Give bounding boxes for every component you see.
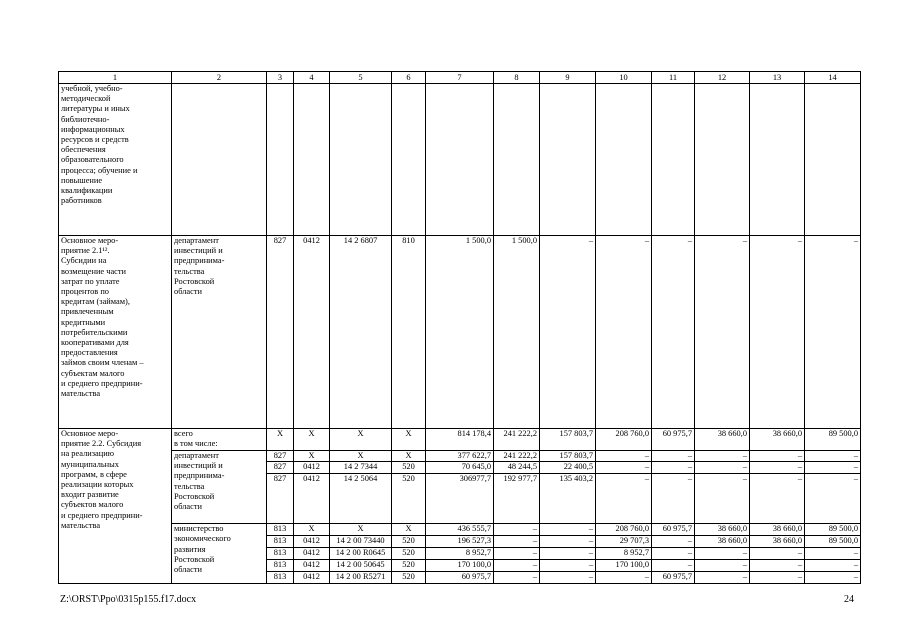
executor-name: департамент инвестиций и предпринима- тельства Ростовской области (172, 236, 267, 429)
table-cell: 0412 (294, 572, 330, 584)
table-cell: 813 (267, 524, 294, 536)
table-row (59, 84, 861, 236)
budget-table (58, 71, 861, 584)
table-cell: 14 2 00 50645 (330, 560, 392, 572)
table-row (59, 451, 861, 462)
table-cell: 0412 (294, 560, 330, 572)
column-header: 8 (494, 72, 540, 84)
column-header: 1 (59, 72, 172, 84)
empty-cell (596, 84, 652, 236)
table-cell: – (596, 236, 652, 429)
table-cell: 8 952,7 (426, 548, 494, 560)
table-cell: 38 660,0 (695, 429, 750, 451)
table-cell: – (540, 572, 596, 584)
table-cell: 0412 (294, 536, 330, 548)
table-cell: 813 (267, 548, 294, 560)
table-cell: 241 222,2 (494, 451, 540, 462)
table-cell: 1 500,0 (426, 236, 494, 429)
table-cell: – (652, 462, 695, 474)
table-cell: – (695, 548, 750, 560)
table-cell: 60 975,7 (426, 572, 494, 584)
table-cell: 14 2 00 R0645 (330, 548, 392, 560)
table-cell: – (695, 572, 750, 584)
table-cell: 827 (267, 462, 294, 474)
table-cell: – (652, 560, 695, 572)
table-cell: 89 500,0 (805, 536, 861, 548)
table-cell: – (540, 548, 596, 560)
activity-name: Основное меро- приятие 2.2. Субсидия на реализацию муниципальных программ, в сфере реализации которых входит развитие субъектов малого и среднего предприни- мательства (59, 429, 172, 584)
table-cell: – (695, 462, 750, 474)
table-cell: 810 (392, 236, 426, 429)
table-cell: – (652, 451, 695, 462)
table-cell: – (494, 572, 540, 584)
table-cell: Х (392, 451, 426, 462)
empty-cell (805, 84, 861, 236)
table-cell: – (494, 548, 540, 560)
table-cell: 14 2 00 R5271 (330, 572, 392, 584)
table-header-row (59, 72, 861, 84)
table-cell: 813 (267, 560, 294, 572)
table-cell: 0412 (294, 236, 330, 429)
table-cell: – (750, 474, 805, 524)
table-cell: 520 (392, 560, 426, 572)
footer-file-path: Z:\ORST\Ppo\0315p155.f17.docx (60, 594, 197, 605)
empty-cell (267, 84, 294, 236)
table-cell: – (805, 236, 861, 429)
table-cell: – (596, 451, 652, 462)
table-cell: 0412 (294, 474, 330, 524)
column-header: 9 (540, 72, 596, 84)
table-cell: – (540, 536, 596, 548)
table-cell: 306977,7 (426, 474, 494, 524)
table-cell: – (805, 572, 861, 584)
table-cell: 196 527,3 (426, 536, 494, 548)
column-header: 3 (267, 72, 294, 84)
table-cell: Х (330, 429, 392, 451)
column-header: 2 (172, 72, 267, 84)
table-cell: 29 707,3 (596, 536, 652, 548)
table-cell: 0412 (294, 462, 330, 474)
table-cell: 14 2 7344 (330, 462, 392, 474)
table-cell: 0412 (294, 548, 330, 560)
table-cell: – (596, 462, 652, 474)
table-cell: Х (392, 429, 426, 451)
table-cell: – (695, 474, 750, 524)
table-cell: 70 645,0 (426, 462, 494, 474)
table-cell: 827 (267, 236, 294, 429)
table-cell: 157 803,7 (540, 451, 596, 462)
footer-page-number: 24 (844, 594, 854, 605)
table-cell: 22 400,5 (540, 462, 596, 474)
table-cell: – (596, 474, 652, 524)
empty-cell (294, 84, 330, 236)
column-header: 12 (695, 72, 750, 84)
table-cell: 813 (267, 536, 294, 548)
empty-cell (494, 84, 540, 236)
table-cell: 813 (267, 572, 294, 584)
table-cell: Х (267, 429, 294, 451)
empty-cell (392, 84, 426, 236)
table-cell: – (750, 462, 805, 474)
table-cell: 436 555,7 (426, 524, 494, 536)
table-cell: Х (392, 524, 426, 536)
table-cell: 14 2 6807 (330, 236, 392, 429)
table-cell: – (750, 451, 805, 462)
activity-name: учебной, учебно- методической литературы и иных библиотечно- информационных ресурсов и средств обеспечения образовательного процесса; обучение и повышение квалификации работников (59, 84, 172, 236)
table-row (59, 429, 861, 451)
table-cell: 170 100,0 (596, 560, 652, 572)
table-cell: – (494, 560, 540, 572)
table-cell: – (805, 548, 861, 560)
table-cell: 241 222,2 (494, 429, 540, 451)
table-cell: – (750, 236, 805, 429)
table-cell: – (695, 236, 750, 429)
table-cell: 520 (392, 536, 426, 548)
empty-cell (695, 84, 750, 236)
table-cell: 192 977,7 (494, 474, 540, 524)
empty-cell (540, 84, 596, 236)
table-cell: 520 (392, 572, 426, 584)
column-header: 6 (392, 72, 426, 84)
table-cell: – (540, 560, 596, 572)
table-row (59, 524, 861, 536)
table-cell: – (805, 474, 861, 524)
table-cell: 38 660,0 (695, 536, 750, 548)
table-cell: – (750, 548, 805, 560)
table-cell: 60 975,7 (652, 429, 695, 451)
table-cell: 827 (267, 451, 294, 462)
activity-name: Основное меро- приятие 2.1¹². Субсидии на возмещение части затрат по уплате процентов по кредитам (займам), привлеченным кредитными потребительскими кооперативами для предоставления займов своим членам – субъектам малого и среднего предприни- мательства (59, 236, 172, 429)
column-header: 5 (330, 72, 392, 84)
column-header: 14 (805, 72, 861, 84)
table-cell: Х (330, 451, 392, 462)
table-cell: 208 760,0 (596, 524, 652, 536)
table-cell: – (695, 451, 750, 462)
table-cell: 38 660,0 (750, 524, 805, 536)
table-cell: 377 622,7 (426, 451, 494, 462)
table-cell: 14 2 00 73440 (330, 536, 392, 548)
table-cell: Х (294, 451, 330, 462)
table-cell: 520 (392, 548, 426, 560)
table-cell: 14 2 5064 (330, 474, 392, 524)
table-cell: Х (330, 524, 392, 536)
table-cell: – (652, 236, 695, 429)
table-cell: 135 403,2 (540, 474, 596, 524)
table-cell: 48 244,5 (494, 462, 540, 474)
empty-cell (750, 84, 805, 236)
table-cell: Х (294, 524, 330, 536)
table-cell: – (540, 236, 596, 429)
table-cell: – (652, 536, 695, 548)
empty-cell (652, 84, 695, 236)
table-cell: – (805, 462, 861, 474)
table-cell: – (596, 572, 652, 584)
table-row (59, 236, 861, 429)
table-cell: 814 178,4 (426, 429, 494, 451)
empty-cell (330, 84, 392, 236)
column-header: 4 (294, 72, 330, 84)
table-cell: 60 975,7 (652, 572, 695, 584)
table-cell: 208 760,0 (596, 429, 652, 451)
table-cell: – (494, 524, 540, 536)
table-cell: – (494, 536, 540, 548)
table-cell: – (695, 560, 750, 572)
table-cell: 38 660,0 (695, 524, 750, 536)
table-cell: – (805, 560, 861, 572)
table-cell: – (652, 474, 695, 524)
table-cell: – (750, 572, 805, 584)
empty-cell (426, 84, 494, 236)
table-cell: 170 100,0 (426, 560, 494, 572)
table-cell: 60 975,7 (652, 524, 695, 536)
table-cell: – (540, 524, 596, 536)
total-label: всего в том числе: (172, 429, 267, 451)
empty-cell (172, 84, 267, 236)
table-cell: Х (294, 429, 330, 451)
column-header: 10 (596, 72, 652, 84)
column-header: 7 (426, 72, 494, 84)
executor-name: департамент инвестиций и предпринима- тельства Ростовской области (172, 451, 267, 524)
table-cell: 157 803,7 (540, 429, 596, 451)
table-cell: 8 952,7 (596, 548, 652, 560)
table-cell: 89 500,0 (805, 429, 861, 451)
table-cell: 827 (267, 474, 294, 524)
table-cell: 38 660,0 (750, 536, 805, 548)
table-cell: 520 (392, 474, 426, 524)
table-cell: – (750, 560, 805, 572)
table-cell: 1 500,0 (494, 236, 540, 429)
table-cell: – (652, 548, 695, 560)
column-header: 13 (750, 72, 805, 84)
table-cell: 520 (392, 462, 426, 474)
column-header: 11 (652, 72, 695, 84)
executor-name: министерство экономического развития Ростовской области (172, 524, 267, 584)
table-cell: 89 500,0 (805, 524, 861, 536)
table-cell: – (805, 451, 861, 462)
table-cell: 38 660,0 (750, 429, 805, 451)
